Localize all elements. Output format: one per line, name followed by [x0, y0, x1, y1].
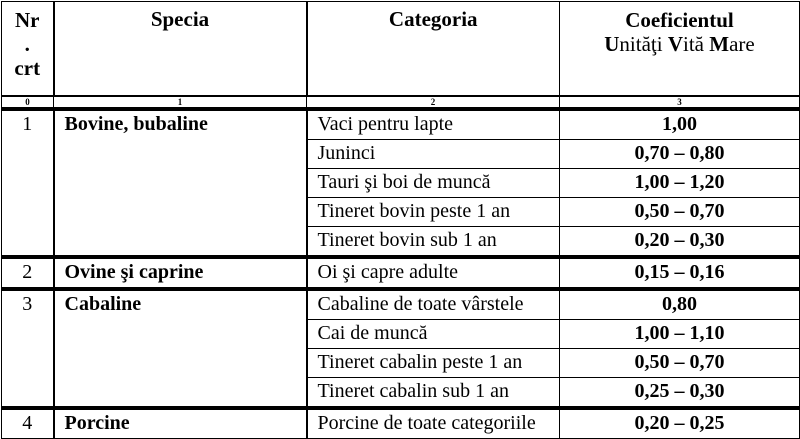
- cell-coeficient: 0,50 – 0,70: [560, 198, 800, 227]
- coef-sub-rest-1: nităţi: [619, 32, 668, 56]
- header-row: [2, 2, 800, 97]
- header-coef-subtitle: [560, 32, 799, 56]
- cell-specia: Bovine, bubaline: [54, 109, 307, 257]
- column-index-row: [2, 96, 800, 109]
- header-nr-line3: crt: [14, 56, 41, 80]
- header-categoria: Categoria: [307, 2, 560, 97]
- cell-coeficient: 0,70 – 0,80: [560, 140, 800, 169]
- cell-categoria: Tineret cabalin peste 1 an: [307, 349, 560, 378]
- column-index: 3: [560, 96, 800, 109]
- table-row: [2, 289, 800, 320]
- cell-categoria: Vaci pentru lapte: [307, 109, 560, 140]
- cell-categoria: Porcine de toate categoriile: [307, 408, 560, 439]
- table-row: [2, 109, 800, 140]
- cell-nr: 1: [2, 109, 54, 257]
- cell-categoria: Juninci: [307, 140, 560, 169]
- table-body: [2, 109, 800, 439]
- column-index: 1: [54, 96, 307, 109]
- header-nr-line1: Nr: [15, 8, 40, 32]
- header-specia: Specia: [54, 2, 307, 97]
- cell-specia: Cabaline: [54, 289, 307, 408]
- column-index: 2: [307, 96, 560, 109]
- cell-nr: 2: [2, 257, 54, 289]
- cell-coeficient: 0,20 – 0,25: [560, 408, 800, 439]
- header-nr-line2: .: [24, 32, 30, 56]
- table-row: [2, 257, 800, 289]
- cell-coeficient: 1,00: [560, 109, 800, 140]
- cell-categoria: Tauri şi boi de muncă: [307, 169, 560, 198]
- cell-categoria: Tineret cabalin sub 1 an: [307, 378, 560, 409]
- table-row: [2, 408, 800, 439]
- cell-coeficient: 0,20 – 0,30: [560, 227, 800, 258]
- cell-categoria: Cabaline de toate vârstele: [307, 289, 560, 320]
- cell-coeficient: 0,15 – 0,16: [560, 257, 800, 289]
- livestock-unit-table: [1, 1, 800, 439]
- coef-sub-cap-1: U: [604, 32, 620, 56]
- column-index: 0: [2, 96, 54, 109]
- coef-sub-rest-3: are: [729, 32, 755, 56]
- cell-categoria: Cai de muncă: [307, 320, 560, 349]
- cell-coeficient: 1,00 – 1,10: [560, 320, 800, 349]
- cell-coeficient: 0,25 – 0,30: [560, 378, 800, 409]
- cell-coeficient: 0,50 – 0,70: [560, 349, 800, 378]
- cell-coeficient: 0,80: [560, 289, 800, 320]
- coef-sub-cap-2: V: [667, 32, 684, 56]
- cell-categoria: Oi şi capre adulte: [307, 257, 560, 289]
- cell-categoria: Tineret bovin peste 1 an: [307, 198, 560, 227]
- coef-sub-rest-2: ită: [683, 32, 710, 56]
- cell-categoria: Tineret bovin sub 1 an: [307, 227, 560, 258]
- cell-specia: Ovine şi caprine: [54, 257, 307, 289]
- cell-specia: Porcine: [54, 408, 307, 439]
- cell-coeficient: 1,00 – 1,20: [560, 169, 800, 198]
- coef-sub-cap-3: M: [709, 32, 730, 56]
- header-coef-title: Coeficientul: [625, 8, 734, 32]
- header-nr: [2, 2, 54, 97]
- cell-nr: 4: [2, 408, 54, 439]
- cell-nr: 3: [2, 289, 54, 408]
- header-coeficientul: [560, 2, 800, 97]
